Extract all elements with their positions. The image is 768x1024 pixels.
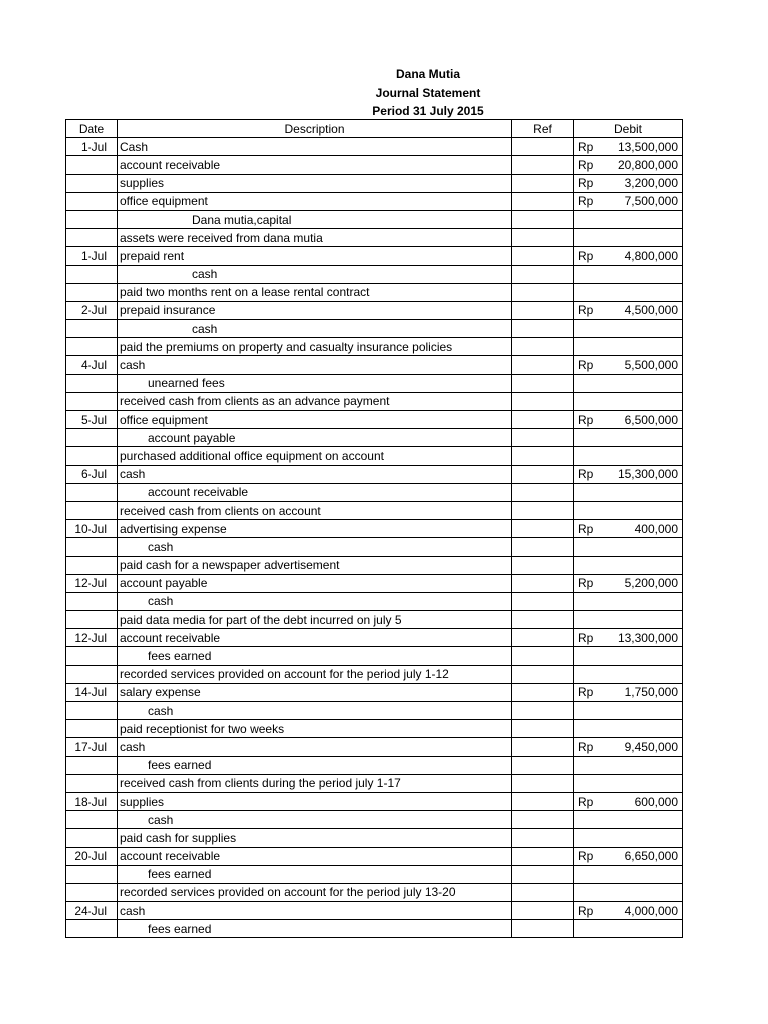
entry-date: 1-Jul — [66, 138, 118, 156]
table-row — [66, 429, 683, 447]
entry-date: 12-Jul — [66, 574, 118, 592]
table-row — [66, 265, 683, 283]
debit-value — [578, 630, 678, 646]
entry-ref — [512, 411, 574, 429]
debit-amount: 3,200,000 — [624, 176, 678, 191]
entry-ref — [512, 629, 574, 647]
entry-debit — [574, 520, 683, 538]
entry-ref — [512, 265, 574, 283]
debit-amount: 400,000 — [634, 521, 678, 536]
entry-debit — [574, 720, 683, 738]
table-row — [66, 247, 683, 265]
entry-date — [66, 229, 118, 247]
entry-ref — [512, 756, 574, 774]
table-row — [66, 756, 683, 774]
table-row — [66, 283, 683, 301]
debit-amount: 20,800,000 — [617, 157, 678, 172]
entry-date — [66, 774, 118, 792]
table-row — [66, 538, 683, 556]
table-row — [66, 156, 683, 174]
debit-value — [578, 575, 678, 591]
entry-ref — [512, 283, 574, 301]
entry-debit — [574, 883, 683, 901]
entry-debit — [574, 592, 683, 610]
entry-description: account receivable — [118, 847, 512, 865]
entry-description: cash — [118, 811, 512, 829]
entry-date — [66, 447, 118, 465]
entry-debit — [574, 647, 683, 665]
entry-description: account receivable — [118, 629, 512, 647]
debit-amount: 15,300,000 — [617, 467, 678, 482]
entry-date — [66, 501, 118, 519]
currency-symbol: Rp — [578, 303, 594, 318]
entry-date: 10-Jul — [66, 520, 118, 538]
journal-body — [66, 138, 683, 938]
entry-debit — [574, 756, 683, 774]
entry-date: 18-Jul — [66, 792, 118, 810]
entry-ref — [512, 592, 574, 610]
entry-ref — [512, 174, 574, 192]
entry-debit — [574, 738, 683, 756]
entry-description: advertising expense — [118, 520, 512, 538]
entry-description: prepaid rent — [118, 247, 512, 265]
currency-symbol: Rp — [578, 903, 594, 918]
entry-description: assets were received from dana mutia — [118, 229, 512, 247]
table-row — [66, 174, 683, 192]
entry-description: fees earned — [118, 756, 512, 774]
entry-debit — [574, 683, 683, 701]
entry-debit — [574, 210, 683, 228]
debit-value — [578, 157, 678, 173]
entry-description: account receivable — [118, 483, 512, 501]
entry-ref — [512, 192, 574, 210]
currency-symbol: Rp — [578, 794, 594, 809]
entry-debit — [574, 229, 683, 247]
entry-description: recorded services provided on account for the period july 1-12 — [118, 665, 512, 683]
debit-amount: 6,650,000 — [624, 849, 678, 864]
table-row — [66, 138, 683, 156]
debit-value — [578, 302, 678, 318]
currency-symbol: Rp — [578, 248, 594, 263]
entry-date — [66, 811, 118, 829]
entry-date — [66, 338, 118, 356]
table-row — [66, 520, 683, 538]
entry-debit — [574, 611, 683, 629]
entry-description: supplies — [118, 792, 512, 810]
entry-debit — [574, 574, 683, 592]
entry-ref — [512, 392, 574, 410]
table-row — [66, 847, 683, 865]
debit-value — [578, 794, 678, 810]
debit-value — [578, 139, 678, 155]
table-row — [66, 592, 683, 610]
entry-ref — [512, 465, 574, 483]
table-row — [66, 447, 683, 465]
debit-value — [578, 903, 678, 919]
table-row — [66, 229, 683, 247]
entry-date — [66, 192, 118, 210]
entry-ref — [512, 538, 574, 556]
debit-amount: 5,500,000 — [624, 358, 678, 373]
entry-date: 12-Jul — [66, 629, 118, 647]
entry-date: 1-Jul — [66, 247, 118, 265]
entry-description: received cash from clients as an advance payment — [118, 392, 512, 410]
entry-ref — [512, 611, 574, 629]
entry-ref — [512, 883, 574, 901]
entry-description: paid receptionist for two weeks — [118, 720, 512, 738]
entry-description: account payable — [118, 429, 512, 447]
table-row — [66, 702, 683, 720]
currency-symbol: Rp — [578, 521, 594, 536]
entry-description: received cash from clients during the period july 1-17 — [118, 774, 512, 792]
entry-ref — [512, 356, 574, 374]
entry-description: account payable — [118, 574, 512, 592]
table-row — [66, 683, 683, 701]
entry-date: 4-Jul — [66, 356, 118, 374]
debit-value — [578, 248, 678, 264]
entry-description: Dana mutia,capital — [118, 210, 512, 228]
entry-description: paid data media for part of the debt incurred on july 5 — [118, 611, 512, 629]
table-row — [66, 665, 683, 683]
entry-description: Cash — [118, 138, 512, 156]
entry-description: prepaid insurance — [118, 301, 512, 319]
column-header-date: Date — [66, 120, 118, 138]
debit-value — [578, 175, 678, 191]
entry-date — [66, 156, 118, 174]
table-row — [66, 865, 683, 883]
table-row — [66, 301, 683, 319]
entry-description: cash — [118, 902, 512, 920]
entry-debit — [574, 411, 683, 429]
entry-date — [66, 829, 118, 847]
debit-amount: 9,450,000 — [624, 739, 678, 754]
entry-date — [66, 702, 118, 720]
entry-ref — [512, 556, 574, 574]
entry-debit — [574, 902, 683, 920]
debit-value — [578, 521, 678, 537]
entry-date — [66, 647, 118, 665]
debit-amount: 4,000,000 — [624, 903, 678, 918]
column-header-ref: Ref — [512, 120, 574, 138]
entry-ref — [512, 920, 574, 938]
debit-amount: 7,500,000 — [624, 194, 678, 209]
entry-description: cash — [118, 702, 512, 720]
entry-date — [66, 483, 118, 501]
entry-debit — [574, 447, 683, 465]
entry-date — [66, 920, 118, 938]
entry-ref — [512, 520, 574, 538]
entry-date — [66, 538, 118, 556]
entry-debit — [574, 811, 683, 829]
entry-ref — [512, 847, 574, 865]
entry-ref — [512, 902, 574, 920]
table-row — [66, 192, 683, 210]
table-row — [66, 356, 683, 374]
entry-description: office equipment — [118, 192, 512, 210]
entry-date — [66, 756, 118, 774]
entry-debit — [574, 429, 683, 447]
debit-value — [578, 739, 678, 755]
entry-debit — [574, 283, 683, 301]
entry-debit — [574, 920, 683, 938]
entry-date — [66, 429, 118, 447]
entry-date: 5-Jul — [66, 411, 118, 429]
entry-debit — [574, 174, 683, 192]
entry-ref — [512, 774, 574, 792]
entry-debit — [574, 865, 683, 883]
entry-debit — [574, 320, 683, 338]
entry-description: recorded services provided on account for the period july 13-20 — [118, 883, 512, 901]
entry-debit — [574, 702, 683, 720]
entry-date — [66, 865, 118, 883]
table-row — [66, 574, 683, 592]
entry-description: fees earned — [118, 865, 512, 883]
currency-symbol: Rp — [578, 176, 594, 191]
entry-date — [66, 611, 118, 629]
debit-amount: 1,750,000 — [624, 685, 678, 700]
entry-ref — [512, 156, 574, 174]
entry-description: paid the premiums on property and casualty insurance policies — [118, 338, 512, 356]
entry-description: cash — [118, 265, 512, 283]
entry-description: purchased additional office equipment on account — [118, 447, 512, 465]
entry-ref — [512, 483, 574, 501]
table-row — [66, 920, 683, 938]
entry-date — [66, 283, 118, 301]
column-header-debit: Debit — [574, 120, 683, 138]
entry-description: received cash from clients on account — [118, 501, 512, 519]
entry-date — [66, 883, 118, 901]
entry-debit — [574, 138, 683, 156]
entry-date: 17-Jul — [66, 738, 118, 756]
entry-date — [66, 392, 118, 410]
entry-ref — [512, 447, 574, 465]
entry-date — [66, 720, 118, 738]
entry-description: fees earned — [118, 647, 512, 665]
table-row — [66, 811, 683, 829]
entry-description: account receivable — [118, 156, 512, 174]
table-row — [66, 411, 683, 429]
entry-date: 2-Jul — [66, 301, 118, 319]
debit-value — [578, 848, 678, 864]
journal-table — [65, 119, 683, 938]
table-row — [66, 501, 683, 519]
entry-description: salary expense — [118, 683, 512, 701]
currency-symbol: Rp — [578, 194, 594, 209]
entry-date — [66, 174, 118, 192]
entry-description: fees earned — [118, 920, 512, 938]
entry-debit — [574, 483, 683, 501]
table-row — [66, 647, 683, 665]
entry-debit — [574, 192, 683, 210]
entry-ref — [512, 574, 574, 592]
table-row — [66, 792, 683, 810]
debit-amount: 5,200,000 — [624, 576, 678, 591]
entry-ref — [512, 792, 574, 810]
table-row — [66, 829, 683, 847]
entry-debit — [574, 356, 683, 374]
entry-debit — [574, 392, 683, 410]
table-row — [66, 374, 683, 392]
table-row — [66, 720, 683, 738]
currency-symbol: Rp — [578, 139, 594, 154]
debit-value — [578, 412, 678, 428]
debit-amount: 13,300,000 — [617, 630, 678, 645]
table-row — [66, 629, 683, 647]
debit-amount: 4,500,000 — [624, 303, 678, 318]
entry-debit — [574, 792, 683, 810]
table-row — [66, 392, 683, 410]
entry-date: 20-Jul — [66, 847, 118, 865]
currency-symbol: Rp — [578, 685, 594, 700]
debit-amount: 13,500,000 — [617, 139, 678, 154]
currency-symbol: Rp — [578, 630, 594, 645]
entry-date — [66, 556, 118, 574]
entry-date — [66, 665, 118, 683]
entry-ref — [512, 138, 574, 156]
entry-ref — [512, 738, 574, 756]
entry-debit — [574, 665, 683, 683]
document-header — [0, 65, 768, 121]
entry-date: 14-Jul — [66, 683, 118, 701]
entry-ref — [512, 374, 574, 392]
currency-symbol: Rp — [578, 467, 594, 482]
entry-debit — [574, 465, 683, 483]
table-row — [66, 320, 683, 338]
currency-symbol: Rp — [578, 157, 594, 172]
table-row — [66, 483, 683, 501]
entry-description: unearned fees — [118, 374, 512, 392]
table-row — [66, 611, 683, 629]
entry-debit — [574, 265, 683, 283]
entry-date — [66, 592, 118, 610]
table-row — [66, 902, 683, 920]
entry-description: cash — [118, 592, 512, 610]
entry-ref — [512, 720, 574, 738]
debit-value — [578, 357, 678, 373]
currency-symbol: Rp — [578, 412, 594, 427]
entry-ref — [512, 247, 574, 265]
entry-description: supplies — [118, 174, 512, 192]
entry-ref — [512, 829, 574, 847]
currency-symbol: Rp — [578, 576, 594, 591]
entry-description: cash — [118, 356, 512, 374]
document-title: Journal Statement — [375, 85, 481, 100]
table-row — [66, 210, 683, 228]
entry-debit — [574, 629, 683, 647]
document-period: Period 31 July 2015 — [372, 104, 484, 118]
entry-debit — [574, 338, 683, 356]
entry-description: paid two months rent on a lease rental contract — [118, 283, 512, 301]
table-row — [66, 556, 683, 574]
entry-debit — [574, 538, 683, 556]
entry-debit — [574, 301, 683, 319]
debit-value — [578, 466, 678, 482]
entry-debit — [574, 156, 683, 174]
entry-description: cash — [118, 538, 512, 556]
entry-ref — [512, 301, 574, 319]
table-row — [66, 774, 683, 792]
column-header-description: Description — [118, 120, 512, 138]
entry-ref — [512, 210, 574, 228]
entry-date — [66, 374, 118, 392]
entry-ref — [512, 320, 574, 338]
entry-date: 24-Jul — [66, 902, 118, 920]
debit-amount: 4,800,000 — [624, 248, 678, 263]
entry-ref — [512, 338, 574, 356]
entry-debit — [574, 374, 683, 392]
entry-ref — [512, 647, 574, 665]
entry-debit — [574, 501, 683, 519]
entry-description: cash — [118, 320, 512, 338]
table-row — [66, 338, 683, 356]
entry-date — [66, 210, 118, 228]
currency-symbol: Rp — [578, 358, 594, 373]
entry-debit — [574, 829, 683, 847]
entry-debit — [574, 847, 683, 865]
entry-ref — [512, 429, 574, 447]
entry-description: paid cash for supplies — [118, 829, 512, 847]
entry-debit — [574, 556, 683, 574]
entry-date — [66, 320, 118, 338]
entry-ref — [512, 683, 574, 701]
entry-description: paid cash for a newspaper advertisement — [118, 556, 512, 574]
debit-amount: 6,500,000 — [624, 412, 678, 427]
entry-ref — [512, 229, 574, 247]
entry-debit — [574, 247, 683, 265]
currency-symbol: Rp — [578, 849, 594, 864]
entry-ref — [512, 665, 574, 683]
entry-description: office equipment — [118, 411, 512, 429]
entry-ref — [512, 702, 574, 720]
debit-value — [578, 193, 678, 209]
entry-ref — [512, 865, 574, 883]
debit-value — [578, 684, 678, 700]
entry-description: cash — [118, 465, 512, 483]
entry-ref — [512, 811, 574, 829]
table-row — [66, 465, 683, 483]
entry-debit — [574, 774, 683, 792]
company-name: Dana Mutia — [395, 67, 460, 81]
table-row — [66, 883, 683, 901]
entry-date: 6-Jul — [66, 465, 118, 483]
debit-amount: 600,000 — [634, 794, 678, 809]
entry-date — [66, 265, 118, 283]
table-row — [66, 738, 683, 756]
currency-symbol: Rp — [578, 739, 594, 754]
entry-description: cash — [118, 738, 512, 756]
journal-header-row — [66, 120, 683, 138]
entry-ref — [512, 501, 574, 519]
